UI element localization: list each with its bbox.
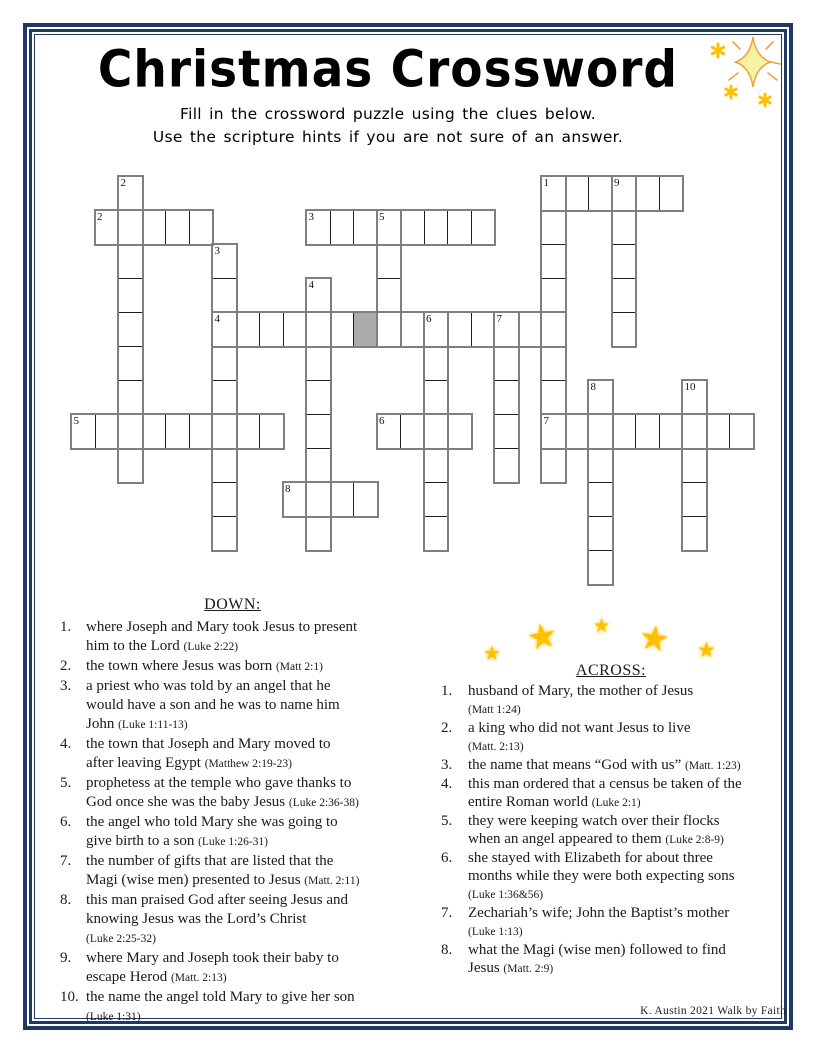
down-clues-section: [60, 595, 405, 1027]
grid-cell[interactable]: [729, 414, 754, 449]
grid-cell[interactable]: [212, 448, 237, 483]
scripture-reference: (Matt. 2:9): [503, 963, 554, 975]
clue-item-number: 6.: [441, 850, 453, 866]
grid-cell[interactable]: [330, 482, 355, 517]
clue-item: [60, 657, 405, 677]
grid-cell[interactable]: [283, 482, 308, 517]
clue-item-text: the town where Jesus was born (Matt 2:1): [86, 658, 323, 674]
grid-cell[interactable]: [541, 448, 566, 483]
clue-item-number: 8.: [441, 942, 453, 958]
clue-number: 1: [543, 177, 549, 189]
grid-cell[interactable]: [447, 312, 472, 347]
grid-cell[interactable]: [212, 414, 237, 449]
grid-cell[interactable]: [306, 380, 331, 415]
grid-cell[interactable]: [400, 414, 425, 449]
grid-cell[interactable]: [259, 414, 284, 449]
page-title: Christmas Crossword: [97, 40, 679, 100]
scripture-reference: (Luke 2:1): [591, 797, 641, 809]
grid-cell[interactable]: [682, 448, 707, 483]
clue-item: [60, 852, 405, 891]
clue-number: 10: [684, 381, 696, 393]
grid-cell[interactable]: [635, 176, 660, 211]
grid-cell[interactable]: [377, 312, 402, 347]
clue-item: [441, 756, 781, 775]
clue-item-number: 1.: [60, 619, 72, 635]
grid-cell[interactable]: [165, 210, 190, 245]
clue-item-number: 8.: [60, 892, 72, 908]
credit-text: K. Austin 2021 Walk by Faith: [640, 1005, 786, 1017]
grid-cell[interactable]: [142, 210, 167, 245]
clue-item: [60, 949, 405, 988]
grid-cell[interactable]: [588, 176, 613, 211]
clue-item-number: 5.: [441, 813, 453, 829]
grid-cell[interactable]: [165, 414, 190, 449]
scripture-reference: (Luke 1:31): [86, 1011, 141, 1023]
grid-cell[interactable]: [142, 414, 167, 449]
across-clues-section: [441, 662, 781, 978]
grid-cell[interactable]: [118, 210, 143, 245]
grid-cell[interactable]: [588, 482, 613, 517]
grid-cell[interactable]: [330, 312, 355, 347]
grid-cell[interactable]: [330, 210, 355, 245]
clue-number: 2: [120, 177, 126, 189]
clue-number: 7: [543, 415, 549, 427]
grid-cell[interactable]: [306, 278, 331, 313]
grid-cell[interactable]: [541, 176, 566, 211]
scripture-reference: (Matt 2:1): [275, 661, 323, 673]
clue-item-text: she stayed with Elizabeth for about three months while they were both expecting sons (Luke 1:36&56): [468, 850, 735, 901]
grid-cell[interactable]: [588, 414, 613, 449]
clue-item-text: prophetess at the temple who gave thanks to God once she was the baby Jesus (Luke 2:36-38): [86, 775, 359, 810]
clue-item: [60, 988, 405, 1027]
clue-item-number: 2.: [441, 720, 453, 736]
clue-item-number: 5.: [60, 775, 72, 791]
grid-cell[interactable]: [212, 278, 237, 313]
grid-cell[interactable]: [682, 482, 707, 517]
grid-cell[interactable]: [565, 414, 590, 449]
grid-cell[interactable]: [612, 176, 637, 211]
clue-item-text: the name that means “God with us” (Matt. 1:23): [468, 757, 741, 773]
grid-cell[interactable]: [118, 346, 143, 381]
clue-item-text: a king who did not want Jesus to live (Matt. 2:13): [468, 720, 691, 753]
grid-cell[interactable]: [212, 516, 237, 551]
grid-cell[interactable]: [424, 482, 449, 517]
clue-item: [60, 891, 405, 949]
scripture-reference: (Matthew 2:19-23): [204, 758, 292, 770]
clue-number: 4: [214, 313, 220, 325]
star-icon: ★: [483, 641, 501, 665]
scripture-reference: (Matt. 2:11): [304, 875, 360, 887]
clue-item: [441, 849, 781, 904]
grid-cell[interactable]: [95, 414, 120, 449]
clue-number: 9: [614, 177, 620, 189]
grid-cell[interactable]: [612, 278, 637, 313]
blocked-cell: [353, 312, 378, 347]
grid-cell[interactable]: [424, 380, 449, 415]
clue-item: [441, 682, 781, 719]
scripture-reference: (Matt. 2:13): [170, 972, 227, 984]
grid-cell[interactable]: [189, 210, 214, 245]
grid-cell[interactable]: [118, 448, 143, 483]
clue-item-text: the town that Joseph and Mary moved to after leaving Egypt (Matthew 2:19-23): [86, 736, 331, 771]
scripture-reference: (Matt 1:24): [468, 704, 521, 716]
scripture-reference: (Luke 2:36-38): [288, 797, 359, 809]
clue-item-text: husband of Mary, the mother of Jesus (Matt 1:24): [468, 683, 694, 716]
grid-cell[interactable]: [118, 414, 143, 449]
grid-cell[interactable]: [471, 210, 496, 245]
grid-cell[interactable]: [612, 414, 637, 449]
grid-cell[interactable]: [306, 482, 331, 517]
scripture-reference: (Luke 2:25-32): [86, 933, 156, 945]
grid-cell[interactable]: [706, 414, 731, 449]
grid-cell[interactable]: [447, 210, 472, 245]
grid-cell[interactable]: [682, 414, 707, 449]
grid-cell[interactable]: [118, 312, 143, 347]
grid-cell[interactable]: [212, 244, 237, 279]
clue-item-text: this man ordered that a census be taken of the entire Roman world (Luke 2:1): [468, 776, 742, 810]
scripture-reference: (Luke 2:8-9): [665, 834, 724, 846]
clue-item: [441, 775, 781, 812]
scripture-reference: (Matt. 1:23): [685, 760, 741, 772]
grid-cell[interactable]: [565, 176, 590, 211]
clue-item-text: where Mary and Joseph took their baby to escape Herod (Matt. 2:13): [86, 950, 339, 985]
grid-cell[interactable]: [424, 312, 449, 347]
clue-number: 2: [97, 211, 103, 223]
grid-cell[interactable]: [494, 448, 519, 483]
grid-cell[interactable]: [236, 414, 261, 449]
across-header: ACROSS:: [575, 662, 647, 679]
clue-item-number: 9.: [60, 950, 72, 966]
scripture-reference: (Matt. 2:13): [468, 741, 524, 753]
grid-cell[interactable]: [424, 414, 449, 449]
clue-item: [60, 774, 405, 813]
clue-item-text: the name the angel told Mary to give her son (Luke 1:31): [86, 989, 355, 1023]
grid-cell[interactable]: [541, 346, 566, 381]
star-icon: ★: [636, 617, 673, 661]
grid-cell[interactable]: [424, 516, 449, 551]
clue-item: [60, 677, 405, 735]
grid-cell[interactable]: [118, 278, 143, 313]
grid-cell[interactable]: [541, 312, 566, 347]
clue-number: 6: [426, 313, 432, 325]
grid-cell[interactable]: [377, 414, 402, 449]
clue-item: [60, 735, 405, 774]
grid-cell[interactable]: [541, 244, 566, 279]
grid-cell[interactable]: [212, 346, 237, 381]
clue-number: 3: [214, 245, 220, 257]
grid-cell[interactable]: [424, 346, 449, 381]
grid-cell[interactable]: [518, 312, 543, 347]
scripture-reference: (Luke 1:36&56): [468, 889, 544, 901]
clue-item-number: 3.: [441, 757, 453, 773]
grid-cell[interactable]: [612, 312, 637, 347]
clue-number: 5: [73, 415, 79, 427]
clue-number: 8: [590, 381, 596, 393]
clue-item-number: 7.: [60, 853, 72, 869]
star-icon: ★: [593, 615, 611, 637]
grid-cell[interactable]: [541, 414, 566, 449]
scripture-reference: (Luke 1:11-13): [118, 719, 188, 731]
down-clue-list: [60, 618, 405, 1027]
grid-cell[interactable]: [95, 210, 120, 245]
grid-cell[interactable]: [212, 380, 237, 415]
grid-cell[interactable]: [118, 380, 143, 415]
clue-item-text: the number of gifts that are listed that the Magi (wise men) presented to Jesus (Matt. 2:11): [86, 853, 360, 888]
grid-cell[interactable]: [659, 414, 684, 449]
grid-cell[interactable]: [541, 278, 566, 313]
clue-item-text: they were keeping watch over their flocks when an angel appeared to them (Luke 2:8-9): [468, 813, 724, 847]
grid-cell[interactable]: [306, 516, 331, 551]
clue-number: 4: [308, 279, 314, 291]
grid-cell[interactable]: [494, 312, 519, 347]
grid-cell[interactable]: [306, 346, 331, 381]
clue-item: [60, 618, 405, 657]
clue-item-number: 3.: [60, 678, 72, 694]
star-icon: ★: [697, 638, 716, 662]
instructions-line-1: Fill in the crossword puzzle using the clues below.: [180, 105, 596, 123]
clue-item-text: the angel who told Mary she was going to give birth to a son (Luke 1:26-31): [86, 814, 338, 849]
grid-cell[interactable]: [353, 210, 378, 245]
grid-cell[interactable]: [212, 482, 237, 517]
clue-number: 6: [379, 415, 385, 427]
grid-cell[interactable]: [118, 244, 143, 279]
grid-cell[interactable]: [259, 312, 284, 347]
clue-item-number: 2.: [60, 658, 72, 674]
scripture-reference: (Luke 1:26-31): [198, 836, 269, 848]
grid-cell[interactable]: [424, 210, 449, 245]
grid-cell[interactable]: [471, 312, 496, 347]
grid-cell[interactable]: [189, 414, 214, 449]
clue-number: 7: [496, 313, 502, 325]
grid-cell[interactable]: [588, 380, 613, 415]
clue-item-number: 7.: [441, 905, 453, 921]
star-icon: ★: [523, 614, 561, 660]
grid-cell[interactable]: [588, 448, 613, 483]
clue-item-number: 4.: [60, 736, 72, 752]
grid-cell[interactable]: [541, 210, 566, 245]
grid-cell[interactable]: [588, 516, 613, 551]
scripture-reference: (Luke 2:22): [183, 641, 239, 653]
clue-number: 5: [379, 211, 385, 223]
clue-item-text: a priest who was told by an angel that he would have a son and he was to name him John (Luke 1:11-13): [86, 678, 340, 732]
grid-cell[interactable]: [400, 312, 425, 347]
grid-cell[interactable]: [377, 244, 402, 279]
instructions-line-2: Use the scripture hints if you are not sure of an answer.: [152, 127, 624, 146]
grid-cell[interactable]: [400, 210, 425, 245]
down-header: DOWN:: [204, 596, 261, 613]
grid-cell[interactable]: [283, 312, 308, 347]
clue-number: 3: [308, 211, 314, 223]
clue-item-text: where Joseph and Mary took Jesus to present him to the Lord (Luke 2:22): [86, 619, 358, 654]
grid-cell[interactable]: [541, 380, 566, 415]
grid-cell[interactable]: [377, 278, 402, 313]
grid-cell[interactable]: [612, 210, 637, 245]
scripture-reference: (Luke 1:13): [468, 926, 523, 938]
grid-cell[interactable]: [424, 448, 449, 483]
grid-cell[interactable]: [588, 550, 613, 585]
grid-cell[interactable]: [118, 176, 143, 211]
grid-cell[interactable]: [71, 414, 96, 449]
grid-cell[interactable]: [612, 244, 637, 279]
clue-item: [441, 812, 781, 849]
clue-item-number: 10.: [60, 989, 79, 1005]
clue-number: 8: [285, 483, 291, 495]
grid-cell[interactable]: [494, 380, 519, 415]
grid-cell[interactable]: [682, 380, 707, 415]
clue-item: [441, 719, 781, 756]
clue-item-number: 6.: [60, 814, 72, 830]
grid-cell[interactable]: [494, 346, 519, 381]
grid-cell[interactable]: [236, 312, 261, 347]
grid-cell[interactable]: [659, 176, 684, 211]
clue-item: [60, 813, 405, 852]
grid-cell[interactable]: [306, 448, 331, 483]
grid-cell[interactable]: [494, 414, 519, 449]
grid-cell[interactable]: [682, 516, 707, 551]
grid-cell[interactable]: [447, 414, 472, 449]
grid-cell[interactable]: [377, 210, 402, 245]
grid-cell[interactable]: [306, 312, 331, 347]
clue-item-number: 4.: [441, 776, 453, 792]
grid-cell[interactable]: [212, 312, 237, 347]
clue-item-text: Zechariah’s wife; John the Baptist’s mother (Luke 1:13): [468, 905, 730, 938]
clue-item-text: what the Magi (wise men) followed to find Jesus (Matt. 2:9): [468, 942, 726, 976]
clue-item-text: this man praised God after seeing Jesus and knowing Jesus was the Lord’s Christ (Luke 2:25-32): [86, 892, 349, 945]
grid-cell[interactable]: [635, 414, 660, 449]
grid-cell[interactable]: [306, 414, 331, 449]
clue-item-number: 1.: [441, 683, 453, 699]
across-clue-list: [441, 682, 781, 978]
grid-cell[interactable]: [306, 210, 331, 245]
clue-item: [441, 941, 781, 978]
clue-item: [441, 904, 781, 941]
grid-cell[interactable]: [353, 482, 378, 517]
